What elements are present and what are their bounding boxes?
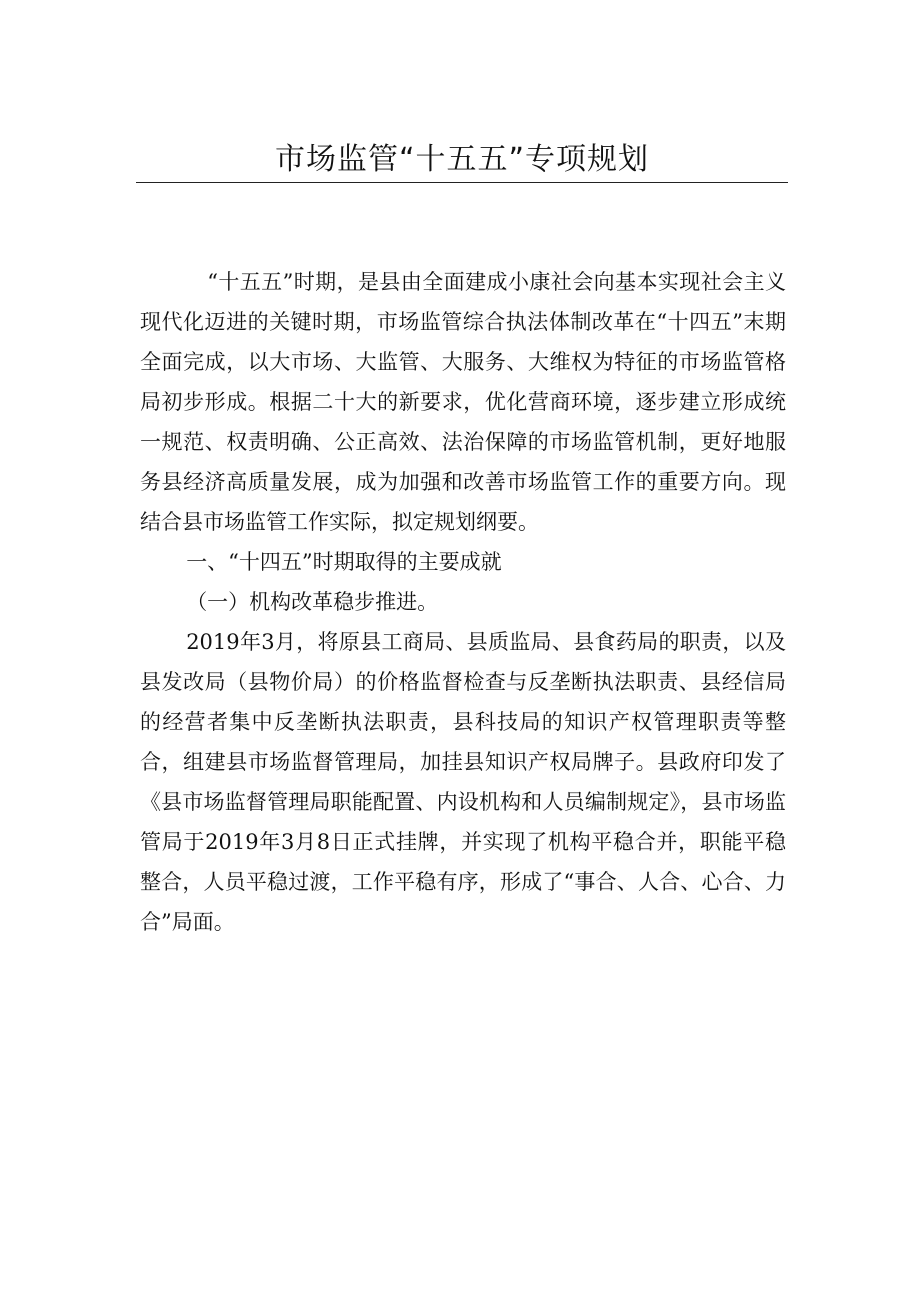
subsection-heading: （一）机构改革稳步推进。 xyxy=(186,590,439,614)
document-title: 市场监管“十五五”专项规划 xyxy=(274,142,650,177)
title-divider xyxy=(136,182,788,183)
section-heading: 一、“十四五”时期取得的主要成就 xyxy=(186,550,502,574)
body-paragraph: 2019年3月，将原县工商局、县质监局、县食药局的职责，以及县发改局（县物价局）的价格监督检查与反垄断执法职责、县经信局的经营者集中反垄断执法职责，县科技局的知识产权管理职责等整合，组建县市场监督管理局，加挂县知识产权局牌子。县政府印发了《县市场监督管理局职能配置、内设机构和人员编制规定》，县市场监管局于2019年3月8日正式挂牌，并实现了机构平稳合并，职能平稳整合，人员平稳过渡，工作平稳有序，形成了“事合、人合、心合、力合”局面。 xyxy=(140,630,786,934)
intro-paragraph: “十五五”时期，是县由全面建成小康社会向基本实现社会主义现代化迈进的关键时期，市场监管综合执法体制改革在“十四五”末期全面完成，以大市场、大监管、大服务、大维权为特征的市场监管格局初步形成。根据二十大的新要求，优化营商环境，逐步建立形成统一规范、权责明确、公正高效、法治保障的市场监管机制，更好地服务县经济高质量发展，成为加强和改善市场监管工作的重要方向。现结合县市场监管工作实际，拟定规划纲要。 xyxy=(140,270,786,534)
document-body xyxy=(140,262,786,942)
